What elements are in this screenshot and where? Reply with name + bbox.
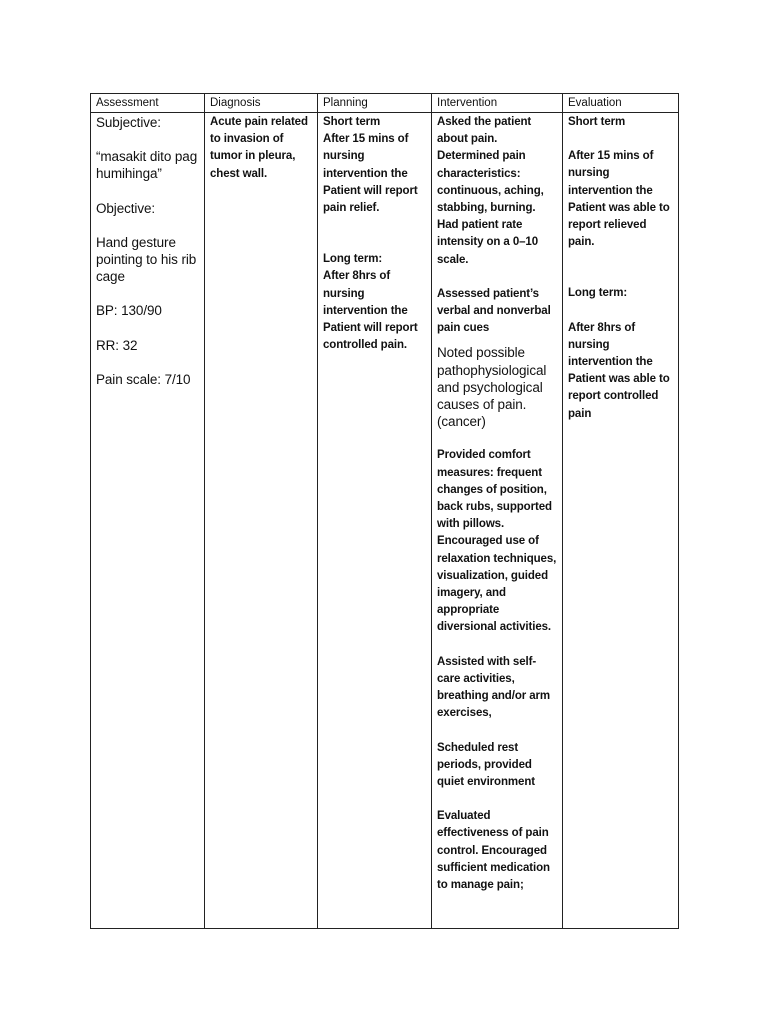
assessment-cell — [91, 113, 205, 929]
intervention-item-10: Evaluated effectiveness of pain control. Encouraged sufficient medication to manage pain; — [437, 810, 550, 891]
intervention-item-9: Scheduled rest periods, provided quiet environment — [437, 741, 535, 788]
header-intervention: Intervention — [432, 94, 563, 113]
nursing-care-plan-table — [90, 93, 679, 929]
objective-label: Objective: — [96, 200, 156, 216]
header-evaluation: Evaluation — [563, 94, 679, 113]
evaluation-short-term-label: Short term — [568, 116, 626, 128]
table-row — [91, 113, 679, 929]
planning-short-term-text: After 15 mins of nursing intervention the Patient will report pain relief. — [323, 133, 418, 215]
pain-scale: Pain scale: 7/10 — [96, 371, 191, 387]
diagnosis-cell — [205, 113, 318, 929]
intervention-item-3: Had patient rate intensity on a 0–10 scale. — [437, 219, 538, 266]
diagnosis-text: Acute pain related to invasion of tumor in pleura, chest wall. — [210, 116, 308, 180]
planning-long-term-text: After 8hrs of nursing intervention the Patient will report controlled pain. — [323, 270, 418, 352]
header-assessment: Assessment — [91, 94, 205, 113]
planning-short-term-label: Short term — [323, 116, 381, 128]
evaluation-cell — [563, 113, 679, 929]
intervention-item-8: Assisted with self-care activities, breathing and/or arm exercises, — [437, 655, 551, 720]
subjective-label: Subjective: — [96, 115, 161, 130]
objective-text: Hand gesture pointing to his rib cage — [96, 234, 197, 285]
header-planning: Planning — [318, 94, 432, 113]
blood-pressure: BP: 130/90 — [96, 303, 162, 319]
planning-cell — [318, 113, 432, 929]
intervention-item-1: Asked the patient about pain. — [437, 116, 532, 146]
respiratory-rate: RR: 32 — [96, 337, 138, 353]
evaluation-short-term-text: After 15 mins of nursing intervention the Patient was able to report relieved pain. — [568, 150, 670, 249]
intervention-item-6: Provided comfort measures: frequent changes of position, back rubs, supported with pillows. — [437, 449, 552, 531]
intervention-item-4: Assessed patient’s verbal and nonverbal pain cues — [437, 287, 551, 335]
intervention-item-7: Encouraged use of relaxation techniques, visualization, guided imagery, and appropriate diversional activities. — [437, 535, 557, 634]
evaluation-long-term-label: Long term: — [568, 287, 628, 300]
intervention-cell — [432, 113, 563, 929]
subjective-quote: “masakit dito pag humihinga” — [96, 149, 198, 182]
planning-long-term-label: Long term: — [323, 253, 383, 266]
intervention-item-2: Determined pain characteristics: continuous, aching, stabbing, burning. — [437, 150, 544, 215]
header-row — [91, 94, 679, 113]
header-diagnosis: Diagnosis — [205, 94, 318, 113]
evaluation-long-term-text: After 8hrs of nursing intervention the Patient was able to report controlled pain — [568, 321, 670, 420]
intervention-item-5: Noted possible pathophysiological and psychological causes of pain. (cancer) — [437, 345, 547, 430]
